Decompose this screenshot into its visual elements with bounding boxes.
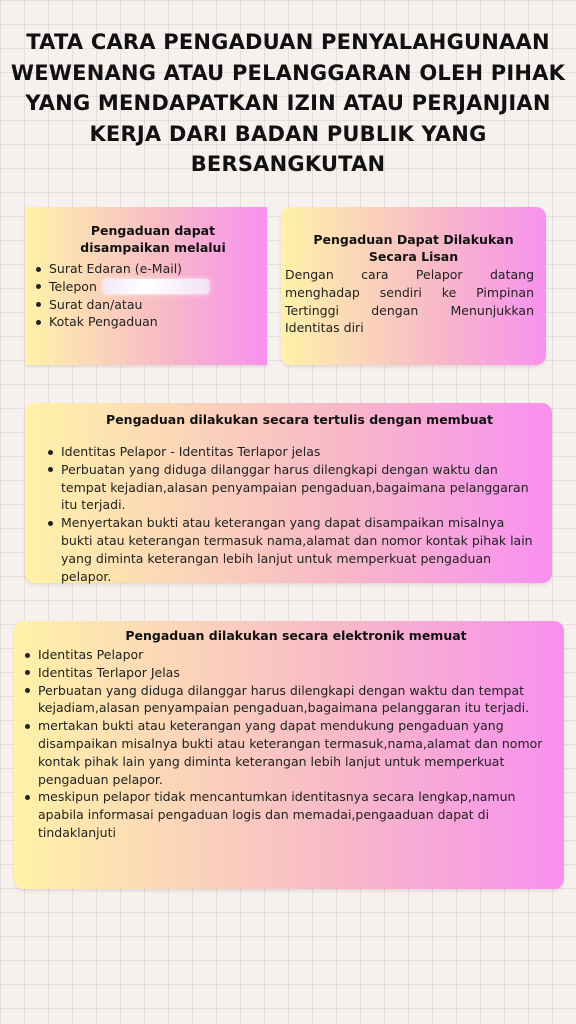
channels-card (25, 207, 267, 365)
channels-list (49, 260, 257, 331)
list-item: Identitas Pelapor (38, 646, 554, 664)
oral-complaint-card (281, 207, 546, 365)
list-item: Perbuatan yang diduga dilanggar harus dilengkapi dengan waktu dan tempat kejadian,alasan penyampaian pengaduan,bagaimana pelanggaran itu terjadi. (61, 461, 538, 514)
electronic-list (38, 646, 554, 842)
channels-heading: Pengaduan dapat disampaikan melalui (80, 223, 226, 255)
written-list (61, 443, 538, 585)
list-item: Kotak Pengaduan (49, 313, 257, 331)
redacted-phone-number (103, 279, 209, 294)
electronic-complaint-card (14, 621, 564, 889)
written-heading: Pengaduan dilakukan secara tertulis dengan membuat (106, 412, 493, 427)
page-title: TATA CARA PENGADUAN PENYALAHGUNAAN WEWENANG ATAU PELANGGARAN OLEH PIHAK YANG MENDAPATKAN IZIN ATAU PERJANJIAN KERJA DARI BADAN PUBLIK YANG BERSANGKUTAN (10, 30, 566, 176)
list-item: meskipun pelapor tidak mencantumkan identitasnya secara lengkap,namun apabila informasai pengaduan logis dan memadai,pengaaduan dapat di tindaklanjuti (38, 788, 554, 841)
list-item: Identitas Pelapor - Identitas Terlapor jelas (61, 443, 538, 461)
list-item: Surat Edaran (e-Mail) (49, 260, 257, 278)
list-item: Identitas Terlapor Jelas (38, 664, 554, 682)
list-item: Surat dan/atau (49, 296, 257, 314)
oral-body: Dengan cara Pelapor datang menghadap sendiri ke Pimpinan Tertinggi dengan Menunjukkan Identitas diri (285, 267, 534, 336)
list-item: Menyertakan bukti atau keterangan yang dapat disampaikan misalnya bukti atau keterangan termasuk nama,alamat dan nomor kontak pihak lain yang diminta keterangan lebih lanjut untuk memperkuat pengaduan pelapor. (61, 514, 538, 585)
list-item: Perbuatan yang diduga dilanggar harus dilengkapi dengan waktu dan tempat kejadiam,alasan penyampaian pengaduan,bagaimana pelanggaran itu terjadi. (38, 682, 554, 718)
oral-heading: Pengaduan Dapat Dilakukan Secara Lisan (313, 232, 514, 264)
electronic-heading: Pengaduan dilakukan secara elektronik memuat (125, 628, 467, 643)
written-complaint-card (25, 403, 552, 583)
list-item: mertakan bukti atau keterangan yang dapat mendukung pengaduan yang disampaikan misalnya bukti atau keterangan termasuk,nama,alamat dan nomor kontak pihak lain yang diminta keterangan lebih lanjut untuk memperkuat pengaduan pelapor. (38, 717, 554, 788)
list-item: Telepon (49, 278, 257, 296)
